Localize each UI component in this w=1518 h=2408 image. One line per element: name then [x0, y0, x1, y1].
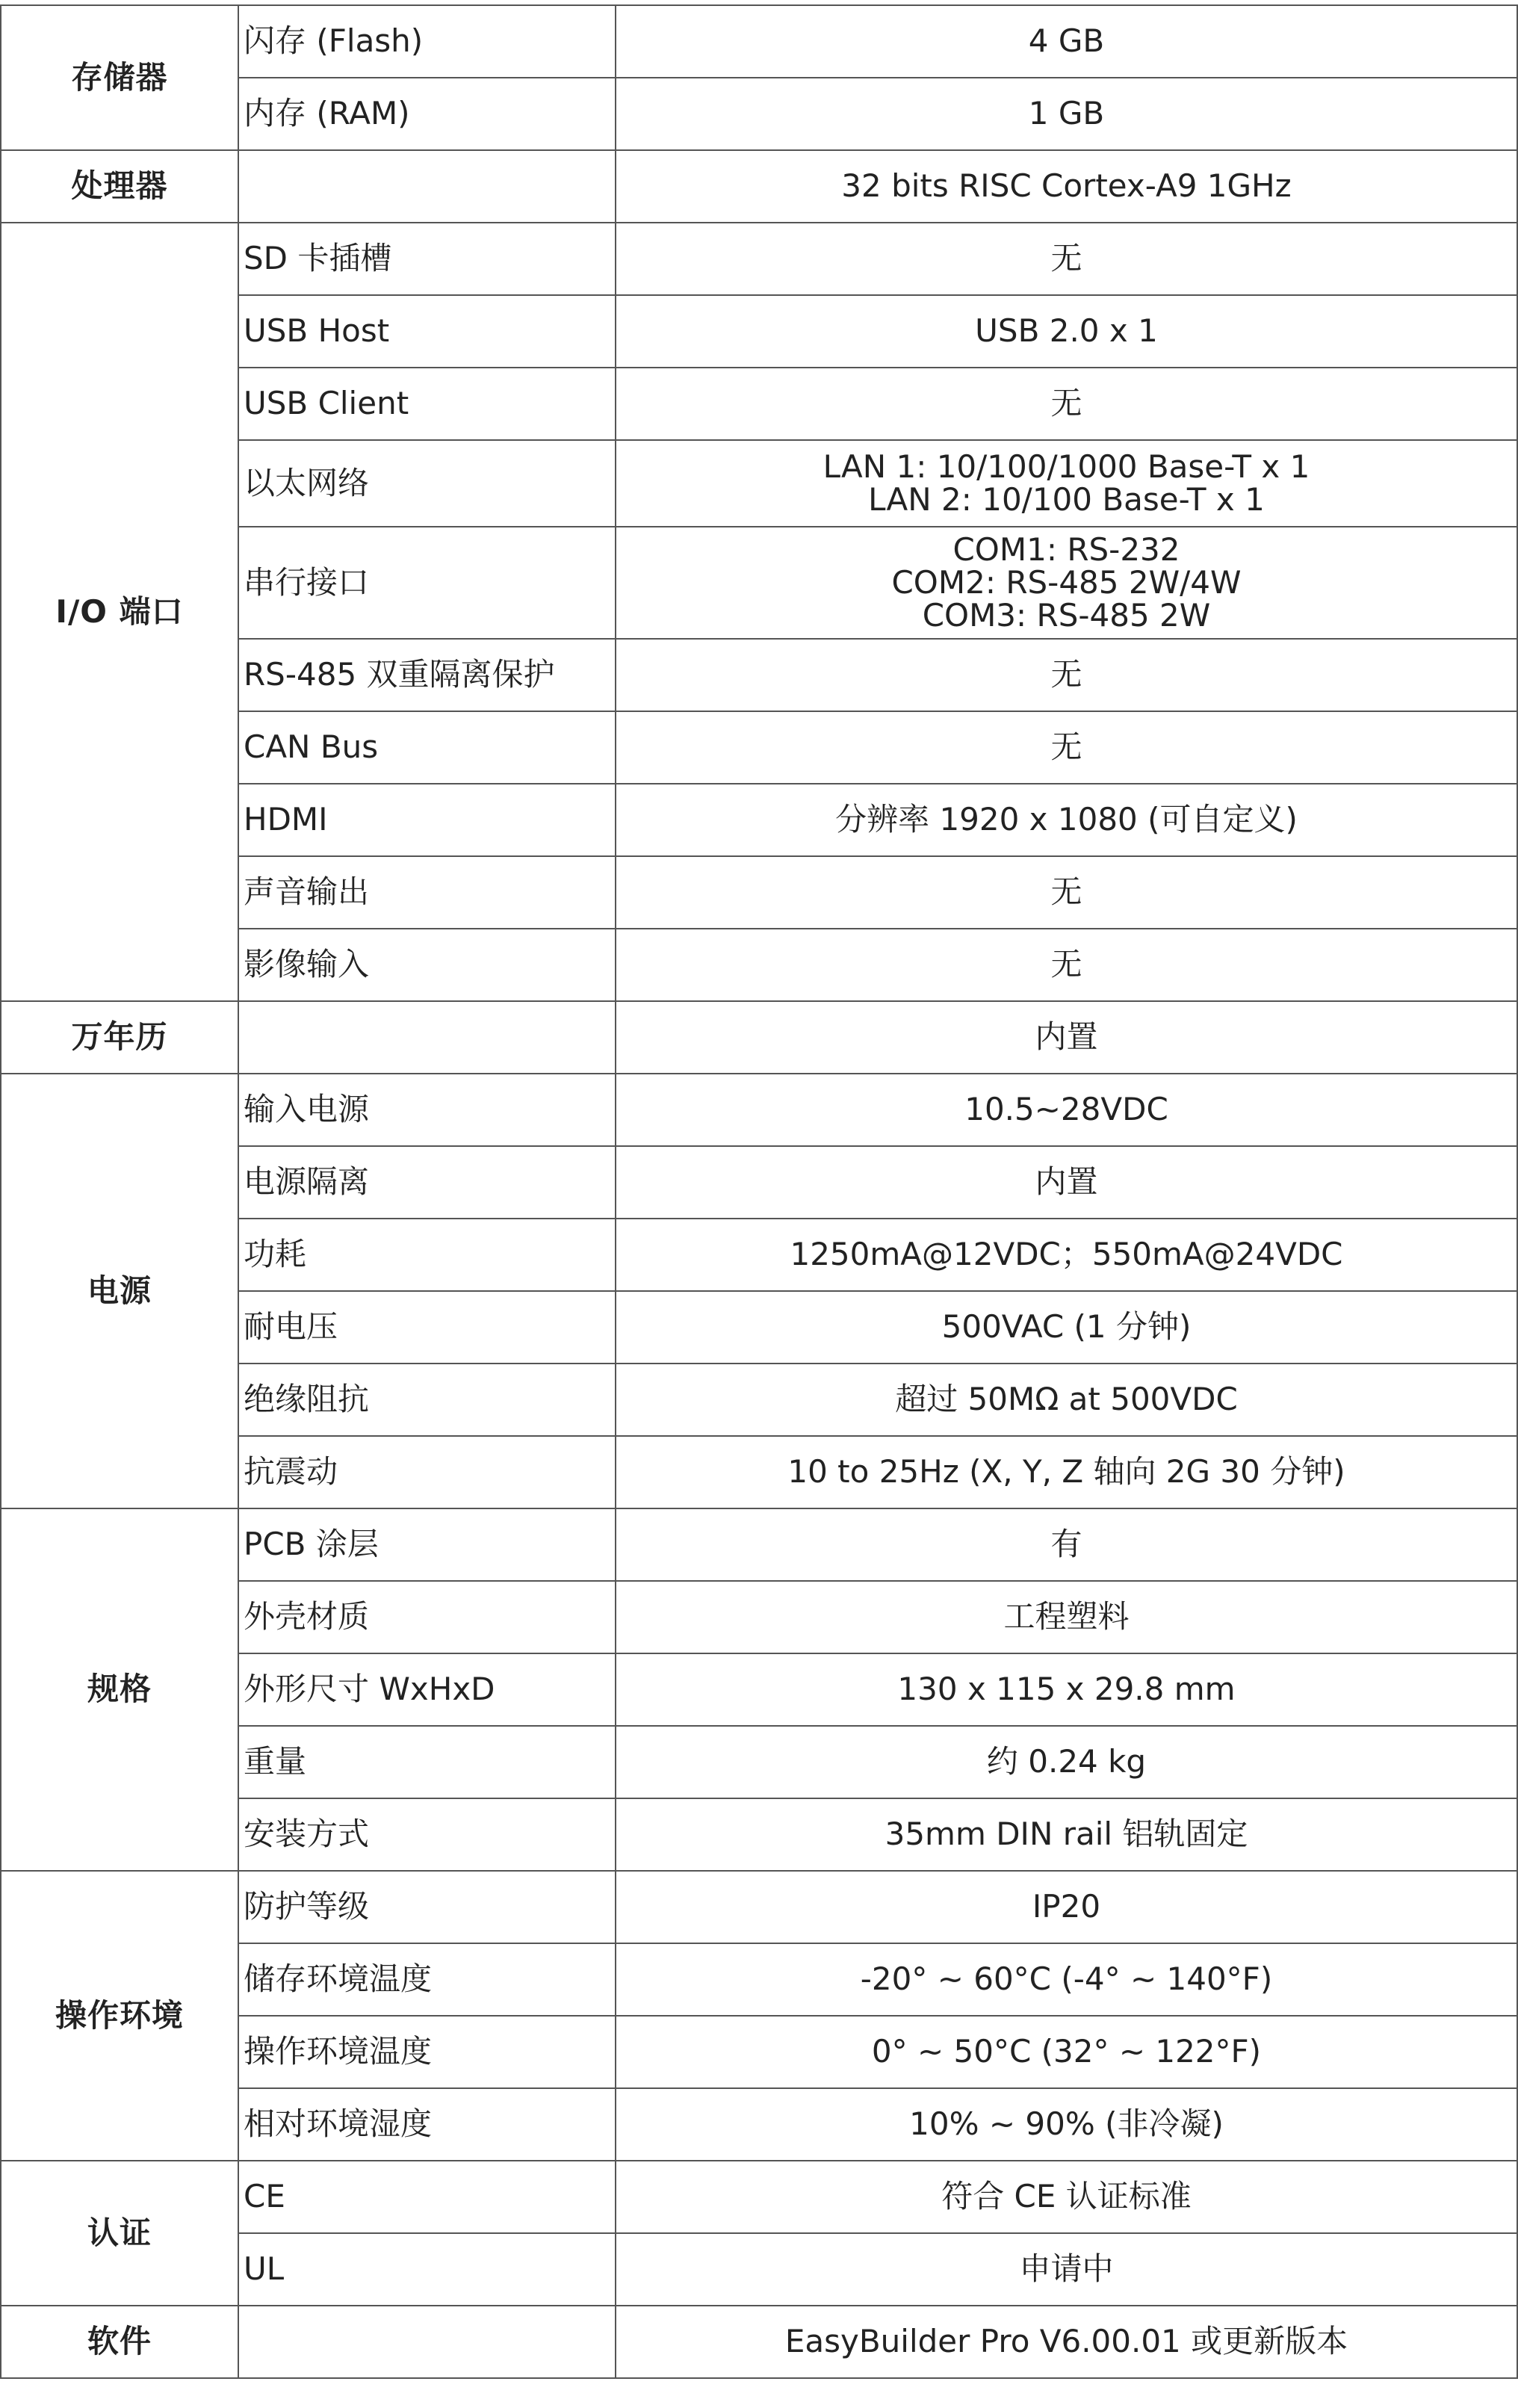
value-line: 10 to 25Hz (X, Y, Z 轴向 2G 30 分钟): [787, 1453, 1345, 1491]
item-cell: 影像输入: [238, 929, 616, 1001]
value-cell: [616, 784, 1517, 856]
item-cell: 功耗: [238, 1219, 616, 1291]
item-cell: RS-485 双重隔离保护: [238, 639, 616, 711]
value-line: LAN 2: 10/100 Base-T x 1: [868, 481, 1265, 518]
value-line: USB 2.0 x 1: [975, 312, 1158, 350]
value-cell: [616, 527, 1517, 639]
value-cell: [616, 856, 1517, 929]
value-line: 35mm DIN rail 铝轨固定: [885, 1816, 1248, 1853]
item-cell: PCB 涂层: [238, 1508, 616, 1581]
value-cell: [616, 1653, 1517, 1726]
value-line: 10% ~ 90% (非冷凝): [909, 2105, 1224, 2143]
value-cell: [616, 1508, 1517, 1581]
spec-table: [0, 4, 1518, 2379]
value-line: 申请中: [1019, 2250, 1114, 2288]
value-cell: [616, 1943, 1517, 2016]
item-cell: CE: [238, 2161, 616, 2233]
spec-row: [1, 1871, 1517, 1943]
value-line: 分辨率 1920 x 1080 (可自定义): [835, 801, 1298, 838]
value-line: 约 0.24 kg: [986, 1743, 1147, 1780]
value-cell: [616, 1871, 1517, 1943]
category-cell: 软件: [1, 2306, 238, 2378]
spec-table-body: [1, 5, 1517, 2378]
value-line: IP20: [1032, 1888, 1101, 1925]
value-line: 4 GB: [1028, 22, 1105, 60]
value-line: 工程塑料: [1003, 1598, 1130, 1635]
value-cell: [616, 368, 1517, 440]
item-cell: 安装方式: [238, 1798, 616, 1871]
value-line: 无: [1050, 385, 1082, 422]
item-cell: [238, 1001, 616, 1074]
item-cell: HDMI: [238, 784, 616, 856]
item-cell: [238, 2306, 616, 2378]
value-cell: [616, 2306, 1517, 2378]
value-line: 130 x 115 x 29.8 mm: [897, 1671, 1236, 1708]
item-cell: USB Host: [238, 295, 616, 368]
spec-row: [1, 1001, 1517, 1074]
item-cell: 重量: [238, 1726, 616, 1798]
value-cell: [616, 150, 1517, 223]
value-cell: [616, 1364, 1517, 1436]
item-cell: [238, 150, 616, 223]
item-cell: 耐电压: [238, 1291, 616, 1364]
item-cell: CAN Bus: [238, 711, 616, 784]
value-cell: [616, 2088, 1517, 2161]
item-cell: 相对环境湿度: [238, 2088, 616, 2161]
value-cell: [616, 2233, 1517, 2306]
value-line: 0° ~ 50°C (32° ~ 122°F): [871, 2033, 1262, 2070]
spec-row: [1, 2161, 1517, 2233]
category-cell: 认证: [1, 2161, 238, 2306]
value-cell: [616, 1146, 1517, 1219]
value-cell: [616, 929, 1517, 1001]
value-cell: [616, 1074, 1517, 1146]
value-cell: [616, 5, 1517, 78]
category-cell: 操作环境: [1, 1871, 238, 2161]
value-line: 符合 CE 认证标准: [941, 2178, 1192, 2215]
value-line: 无: [1050, 240, 1082, 277]
value-line: 1 GB: [1028, 95, 1105, 132]
value-line: 500VAC (1 分钟): [941, 1308, 1192, 1346]
value-line: -20° ~ 60°C (-4° ~ 140°F): [860, 1960, 1273, 1998]
value-line: 10.5~28VDC: [964, 1091, 1168, 1128]
value-line: 1250mA@12VDC；550mA@24VDC: [790, 1236, 1343, 1273]
value-cell: [616, 711, 1517, 784]
category-cell: 电源: [1, 1074, 238, 1508]
spec-row: [1, 2306, 1517, 2378]
item-cell: 闪存 (Flash): [238, 5, 616, 78]
value-line: 无: [1050, 873, 1082, 911]
value-cell: [616, 78, 1517, 150]
value-line: LAN 1: 10/100/1000 Base-T x 1: [822, 448, 1310, 485]
spec-row: [1, 5, 1517, 78]
category-cell: I/O 端口: [1, 223, 238, 1001]
value-line: 32 bits RISC Cortex-A9 1GHz: [841, 167, 1292, 205]
item-cell: 电源隔离: [238, 1146, 616, 1219]
value-cell: [616, 1219, 1517, 1291]
item-cell: 防护等级: [238, 1871, 616, 1943]
spec-row: [1, 223, 1517, 295]
value-line: 内置: [1035, 1018, 1098, 1056]
value-cell: [616, 1291, 1517, 1364]
value-cell: [616, 2161, 1517, 2233]
value-line: 超过 50MΩ at 500VDC: [895, 1381, 1238, 1418]
value-cell: [616, 2016, 1517, 2088]
item-cell: 以太网络: [238, 440, 616, 527]
item-cell: 内存 (RAM): [238, 78, 616, 150]
value-line: EasyBuilder Pro V6.00.01 或更新版本: [784, 2323, 1348, 2360]
value-line: 无: [1050, 728, 1082, 766]
value-line: COM2: RS-485 2W/4W: [891, 563, 1242, 601]
value-cell: [616, 295, 1517, 368]
value-cell: [616, 1798, 1517, 1871]
value-line: 内置: [1035, 1163, 1098, 1201]
value-line: COM3: RS-485 2W: [922, 597, 1211, 634]
value-cell: [616, 223, 1517, 295]
spec-row: [1, 150, 1517, 223]
value-cell: [616, 440, 1517, 527]
item-cell: 储存环境温度: [238, 1943, 616, 2016]
item-cell: UL: [238, 2233, 616, 2306]
value-cell: [616, 1001, 1517, 1074]
value-line: COM1: RS-232: [952, 530, 1180, 568]
item-cell: USB Client: [238, 368, 616, 440]
value-cell: [616, 639, 1517, 711]
value-cell: [616, 1581, 1517, 1653]
category-cell: 处理器: [1, 150, 238, 223]
category-cell: 规格: [1, 1508, 238, 1871]
item-cell: 外壳材质: [238, 1581, 616, 1653]
item-cell: 绝缘阻抗: [238, 1364, 616, 1436]
spec-row: [1, 1508, 1517, 1581]
value-cell: [616, 1726, 1517, 1798]
value-cell: [616, 1436, 1517, 1508]
item-cell: 串行接口: [238, 527, 616, 639]
value-line: 无: [1050, 946, 1082, 983]
item-cell: 声音输出: [238, 856, 616, 929]
category-cell: 万年历: [1, 1001, 238, 1074]
value-line: 有: [1050, 1526, 1082, 1563]
spec-row: [1, 1074, 1517, 1146]
item-cell: 外形尺寸 WxHxD: [238, 1653, 616, 1726]
item-cell: 操作环境温度: [238, 2016, 616, 2088]
item-cell: 抗震动: [238, 1436, 616, 1508]
item-cell: 输入电源: [238, 1074, 616, 1146]
value-line: 无: [1050, 656, 1082, 693]
category-cell: 存储器: [1, 5, 238, 150]
item-cell: SD 卡插槽: [238, 223, 616, 295]
